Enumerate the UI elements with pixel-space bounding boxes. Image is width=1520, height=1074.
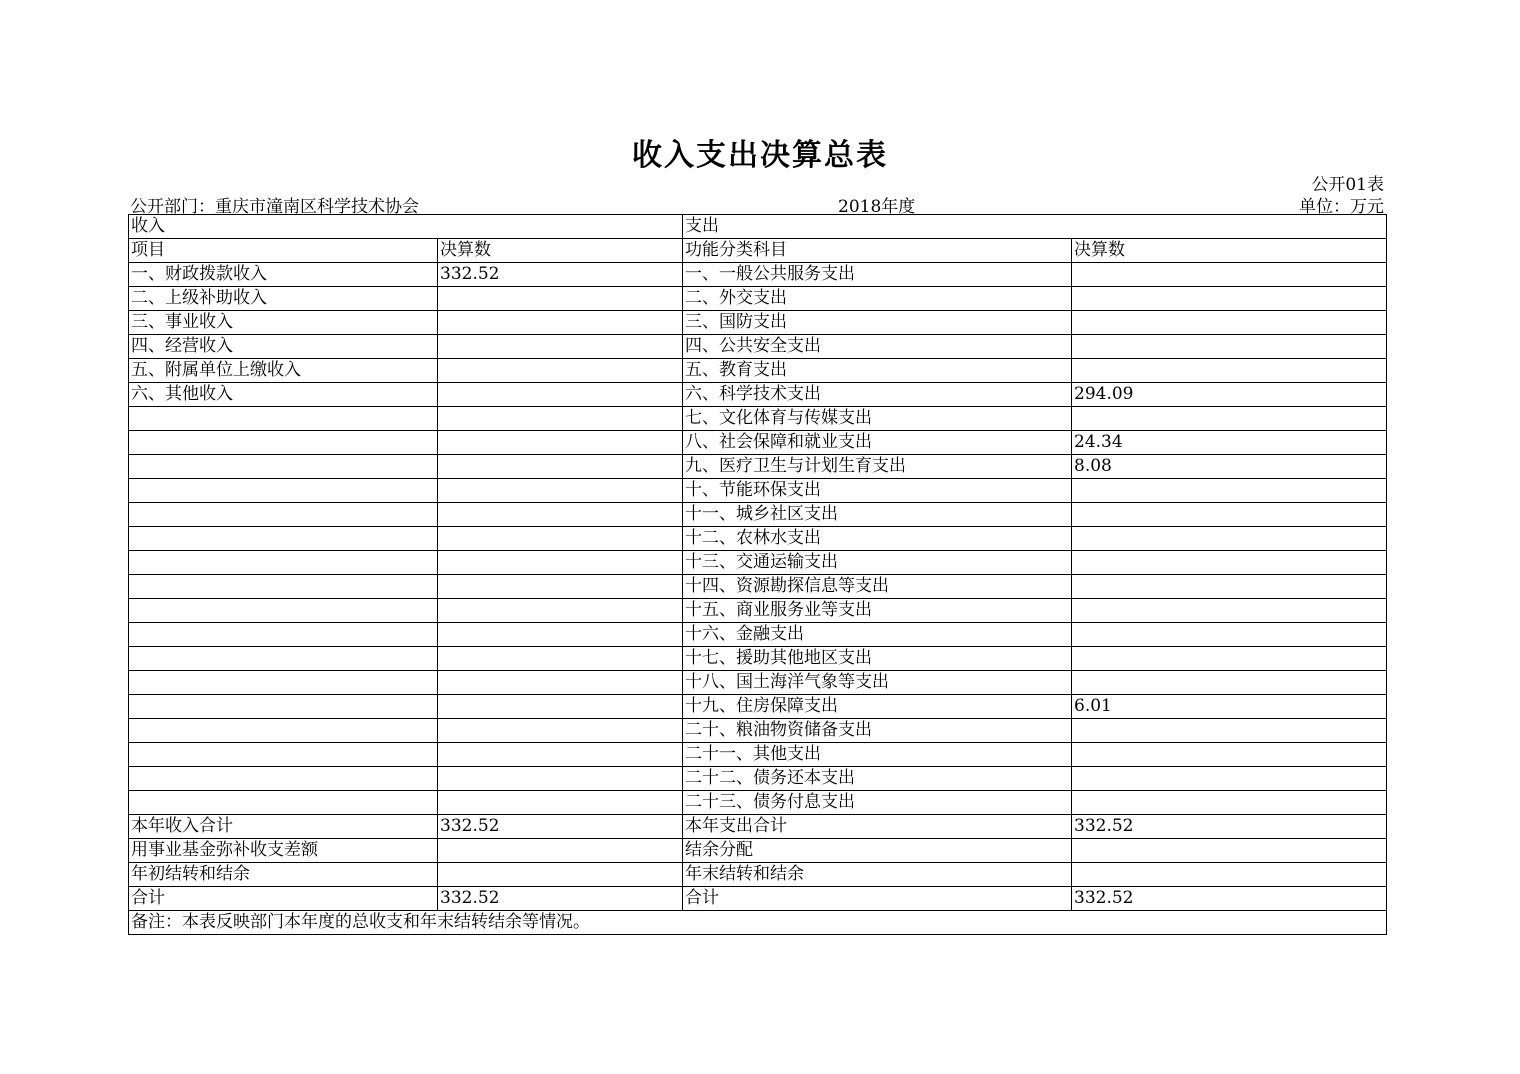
income-item-cell [129,551,438,575]
expense-amount-cell [1072,791,1387,815]
expense-amount-cell: 332.52 [1072,815,1387,839]
table-row [129,287,1387,311]
income-amount-cell [438,839,683,863]
expense-item-cell: 十二、农林水支出 [683,527,1072,551]
expense-item-cell: 十八、国土海洋气象等支出 [683,671,1072,695]
income-item-cell [129,599,438,623]
income-amount-cell [438,359,683,383]
expense-item-cell: 六、科学技术支出 [683,383,1072,407]
budget-table [128,214,1387,935]
income-amount-cell [438,311,683,335]
item-header: 项目 [129,239,438,263]
table-row [129,839,1387,863]
expense-amount-cell [1072,263,1387,287]
income-amount-cell: 332.52 [438,887,683,911]
expense-amount-cell [1072,359,1387,383]
expense-item-cell: 十三、交通运输支出 [683,551,1072,575]
table-row [129,383,1387,407]
expense-item-cell: 十、节能环保支出 [683,479,1072,503]
income-item-cell [129,671,438,695]
expense-amount-cell [1072,575,1387,599]
expense-item-cell: 九、医疗卫生与计划生育支出 [683,455,1072,479]
expense-item-cell: 二十一、其他支出 [683,743,1072,767]
expense-item-cell: 八、社会保障和就业支出 [683,431,1072,455]
income-item-cell [129,503,438,527]
expense-amount-cell [1072,335,1387,359]
income-amount-cell [438,287,683,311]
income-item-cell [129,719,438,743]
table-row [129,767,1387,791]
unit-label: 单位：万元 [1299,197,1384,217]
page-title: 收入支出决算总表 [632,138,888,173]
income-amount-cell [438,575,683,599]
expense-item-cell: 二十三、债务付息支出 [683,791,1072,815]
expense-item-cell: 三、国防支出 [683,311,1072,335]
expense-item-cell: 十六、金融支出 [683,623,1072,647]
expense-amount-cell [1072,839,1387,863]
income-amount-cell [438,719,683,743]
expense-item-cell: 合计 [683,887,1072,911]
income-amount-cell [438,503,683,527]
income-item-cell: 合计 [129,887,438,911]
table-row [129,695,1387,719]
income-amount-cell [438,479,683,503]
income-item-cell: 一、财政拨款收入 [129,263,438,287]
income-amount-cell [438,863,683,887]
income-item-cell [129,623,438,647]
table-row [129,359,1387,383]
expense-amount-cell [1072,311,1387,335]
expense-item-cell: 二十、粮油物资储备支出 [683,719,1072,743]
table-row [129,527,1387,551]
table-row [129,479,1387,503]
expense-item-cell: 二、外交支出 [683,287,1072,311]
income-amount-cell: 332.52 [438,815,683,839]
table-row [129,407,1387,431]
income-item-cell: 六、其他收入 [129,383,438,407]
expense-amount-cell [1072,863,1387,887]
expense-amount-cell [1072,527,1387,551]
note-text: 备注：本表反映部门本年度的总收支和年末结转结余等情况。 [129,911,1387,935]
expense-item-cell: 年末结转和结余 [683,863,1072,887]
income-item-cell [129,743,438,767]
expense-item-cell: 十九、住房保障支出 [683,695,1072,719]
expense-amount-cell [1072,623,1387,647]
expense-item-cell: 二十二、债务还本支出 [683,767,1072,791]
income-amount-cell [438,791,683,815]
income-item-cell [129,791,438,815]
expense-item-cell: 一、一般公共服务支出 [683,263,1072,287]
department-label: 公开部门：重庆市潼南区科学技术协会 [130,197,419,217]
meta-row [130,192,1386,217]
func-item-header: 功能分类科目 [683,239,1072,263]
amount2-header: 决算数 [1072,239,1387,263]
expense-item-cell: 五、教育支出 [683,359,1072,383]
income-amount-cell [438,695,683,719]
table-row [129,455,1387,479]
expense-amount-cell [1072,743,1387,767]
expense-amount-cell [1072,551,1387,575]
column-header-row [129,239,1387,263]
table-row [129,599,1387,623]
income-amount-cell: 332.52 [438,263,683,287]
income-amount-cell [438,551,683,575]
expense-item-cell: 四、公共安全支出 [683,335,1072,359]
expense-amount-cell [1072,719,1387,743]
expense-amount-cell: 8.08 [1072,455,1387,479]
expense-amount-cell [1072,503,1387,527]
income-item-cell [129,431,438,455]
income-item-cell: 年初结转和结余 [129,863,438,887]
income-item-cell: 四、经营收入 [129,335,438,359]
income-section-header: 收入 [129,215,683,239]
income-amount-cell [438,647,683,671]
income-item-cell: 用事业基金弥补收支差额 [129,839,438,863]
income-amount-cell [438,431,683,455]
income-amount-cell [438,455,683,479]
table-row [129,743,1387,767]
income-amount-cell [438,527,683,551]
expense-amount-cell: 294.09 [1072,383,1387,407]
table-row [129,503,1387,527]
expense-amount-cell [1072,599,1387,623]
form-number: 公开01表 [1311,175,1384,195]
income-item-cell [129,527,438,551]
expense-amount-cell: 6.01 [1072,695,1387,719]
income-item-cell [129,575,438,599]
note-row [129,911,1387,935]
income-amount-cell [438,383,683,407]
income-item-cell: 二、上级补助收入 [129,287,438,311]
table-row [129,623,1387,647]
table-row [129,575,1387,599]
table-row [129,863,1387,887]
table-row [129,815,1387,839]
expense-item-cell: 结余分配 [683,839,1072,863]
income-amount-cell [438,335,683,359]
table-row [129,431,1387,455]
income-item-cell [129,455,438,479]
expense-item-cell: 十五、商业服务业等支出 [683,599,1072,623]
income-item-cell: 五、附属单位上缴收入 [129,359,438,383]
income-amount-cell [438,623,683,647]
income-amount-cell [438,767,683,791]
table-row [129,263,1387,287]
section-header-row [129,215,1387,239]
income-item-cell [129,767,438,791]
expense-amount-cell: 24.34 [1072,431,1387,455]
income-amount-cell [438,599,683,623]
table-row [129,647,1387,671]
income-amount-cell [438,671,683,695]
expense-amount-cell [1072,647,1387,671]
amount-header: 决算数 [438,239,683,263]
income-item-cell [129,647,438,671]
table-row [129,671,1387,695]
expense-amount-cell [1072,479,1387,503]
expense-item-cell: 十七、援助其他地区支出 [683,647,1072,671]
income-item-cell: 本年收入合计 [129,815,438,839]
income-item-cell [129,479,438,503]
year-label: 2018年度 [838,197,916,217]
expense-amount-cell [1072,407,1387,431]
income-item-cell [129,695,438,719]
table-row [129,887,1387,911]
expense-section-header: 支出 [683,215,1387,239]
income-amount-cell [438,407,683,431]
income-item-cell [129,407,438,431]
income-amount-cell [438,743,683,767]
expense-amount-cell: 332.52 [1072,887,1387,911]
income-item-cell: 三、事业收入 [129,311,438,335]
table-row [129,335,1387,359]
expense-item-cell: 七、文化体育与传媒支出 [683,407,1072,431]
expense-item-cell: 本年支出合计 [683,815,1072,839]
table-row [129,791,1387,815]
expense-item-cell: 十四、资源勘探信息等支出 [683,575,1072,599]
expense-amount-cell [1072,767,1387,791]
expense-amount-cell [1072,287,1387,311]
expense-amount-cell [1072,671,1387,695]
table-row [129,311,1387,335]
expense-item-cell: 十一、城乡社区支出 [683,503,1072,527]
table-row [129,719,1387,743]
table-row [129,551,1387,575]
